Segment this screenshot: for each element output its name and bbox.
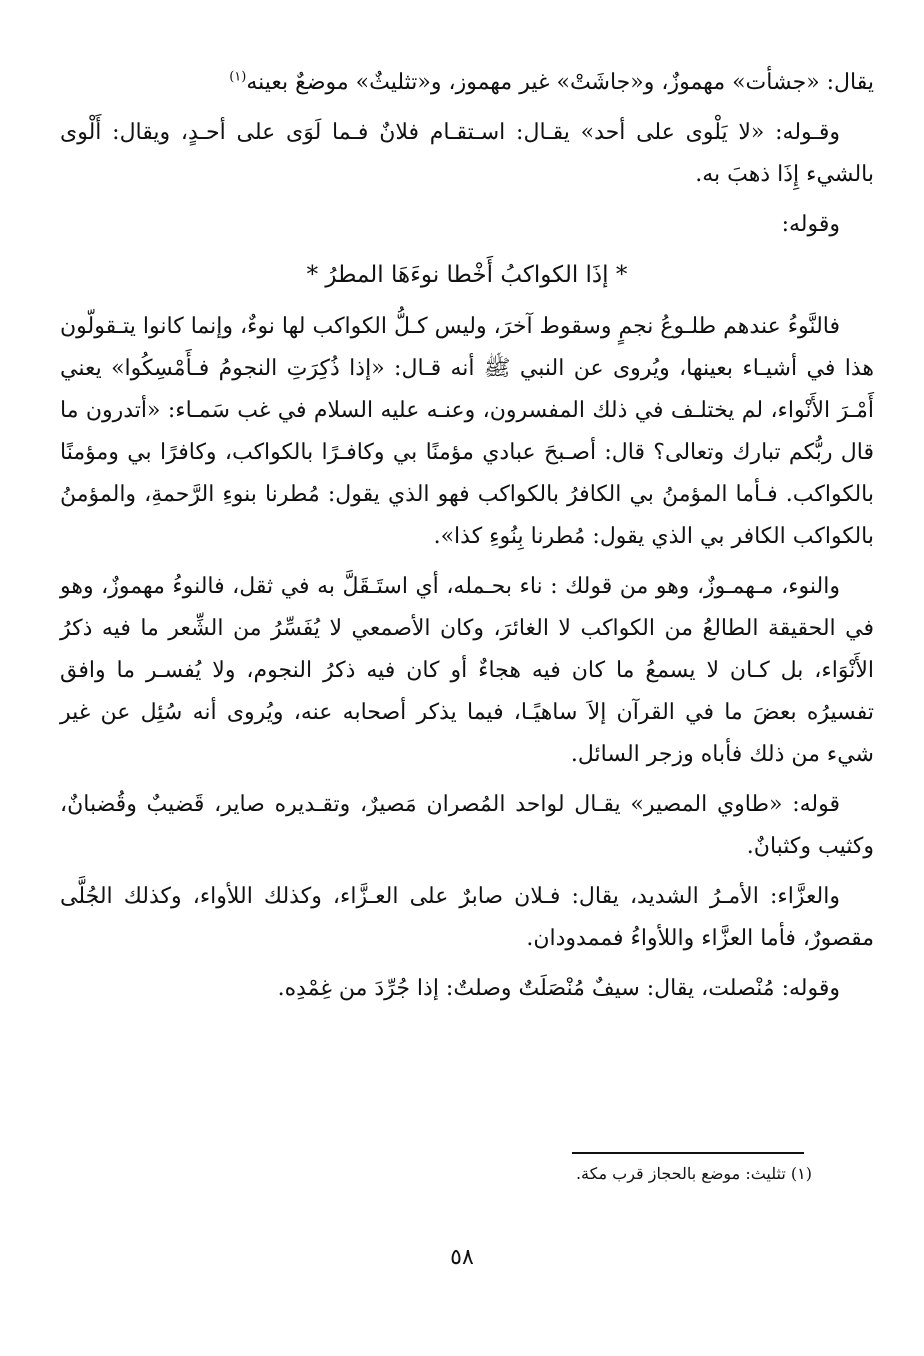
- poetry-verse: * إذَا الكواكبُ أَخْطا نوءَهَا المطرُ *: [306, 262, 628, 288]
- footnote-divider: [572, 1152, 804, 1154]
- paragraph-2-text: وقـوله: «لا يَلْوى على أحد» يقـال: اسـتقـام فلانٌ فـما لَوَى على أحـدٍ، ويقال: أَلْوى بالشيء إِذَا ذهبَ به.: [60, 120, 874, 187]
- paragraph-3: [60, 204, 874, 246]
- paragraph-3-text: وقوله:: [781, 212, 840, 237]
- paragraph-7: [60, 876, 874, 960]
- page-body: [60, 62, 874, 1018]
- paragraph-4: [60, 306, 874, 558]
- footnote-reference: (١): [229, 69, 247, 85]
- paragraph-1-text: يقال: «جشأت» مهموزٌ، و«جاشَتْ» غير مهموز، و«تثليثٌ» موضعٌ بعينه: [246, 70, 874, 95]
- paragraph-1: [60, 62, 874, 104]
- footnote: (١) تثليث: موضع بالحجاز قرب مكة.: [575, 1164, 812, 1183]
- paragraph-2: [60, 112, 874, 196]
- paragraph-5: [60, 566, 874, 776]
- paragraph-7-text: والعزَّاء: الأمـرُ الشديد، يقال: فـلان صابرٌ على العـزَّاء، وكذلك اللأواء، وكذلك الجُلَّى مقصورٌ، فأما العزَّاء واللأواءُ فممدودان.: [60, 884, 874, 951]
- paragraph-8: [60, 968, 874, 1010]
- paragraph-4-text: فالنَّوءُ عندهم طلـوعُ نجمٍ وسقوط آخرَ، وليس كـلُّ الكواكب لها نوءٌ، وإنما كانوا يتـقولّون هذا في أشيـاء بعينها، ويُروى عن النبي ﷺ أنه قـال: «إذا ذُكِرَتِ النجومُ فـأَمْسِكُوا» يعني أَمْـرَ الأَنْواء، لم يختلـف في ذلك المفسرون، وعنـه عليه السلام في غب سَمـاء: «أتدرون ما قال ربُّكم تبارك وتعالى؟ قال: أصـبحَ عبادي مؤمنًا بي وكافـرًا بالكواكب، وكافرًا بي ومؤمنًا بالكواكب. فـأما المؤمنُ بي الكافرُ بالكواكب فهو الذي يقول: مُطرنا بنوءِ الرَّحمةِ، والمؤمنُ بالكواكب الكافر بي الذي يقول: مُطرنا بِنُوءِ كذا».: [60, 314, 874, 549]
- paragraph-8-text: وقوله: مُنْصلت، يقال: سيفٌ مُنْصَلَتٌ وصلتٌ: إذا جُرِّدَ من غِمْدِه.: [277, 976, 840, 1001]
- paragraph-6-text: قوله: «طاوي المصير» يقـال لواحد المُصران مَصيرٌ، وتقـديره صاير، قَضيبٌ وقُضبانٌ، وكثيب وكثبانٌ.: [60, 792, 874, 859]
- page-number: ٥٨: [450, 1245, 474, 1270]
- paragraph-6: [60, 784, 874, 868]
- paragraph-5-text: والنوء، مـهمـوزٌ، وهو من قولك : ناء بحـمله، أي استَـقَلَّ به في ثقل، فالنوءُ مهموزٌ، وهو في الحقيقة الطالعُ من الكواكب لا الغائرَ، وكان الأصمعي لا يُفَسِّرُ من الشِّعر ما فيه ذكرُ الأَنْوَاء، بل كـان لا يسمعُ ما كان فيه هجاءٌ أو كان فيه ذكرُ النجوم، ولا يُفسـر ما وافق تفسيرُه بعضَ ما في القرآن إلاَ ساهيًـا، فيما يذكر أصحابه عنه، ويُروى أنه سُئِل عن غير شيء من ذلك فأباه وزجر السائل.: [60, 574, 875, 767]
